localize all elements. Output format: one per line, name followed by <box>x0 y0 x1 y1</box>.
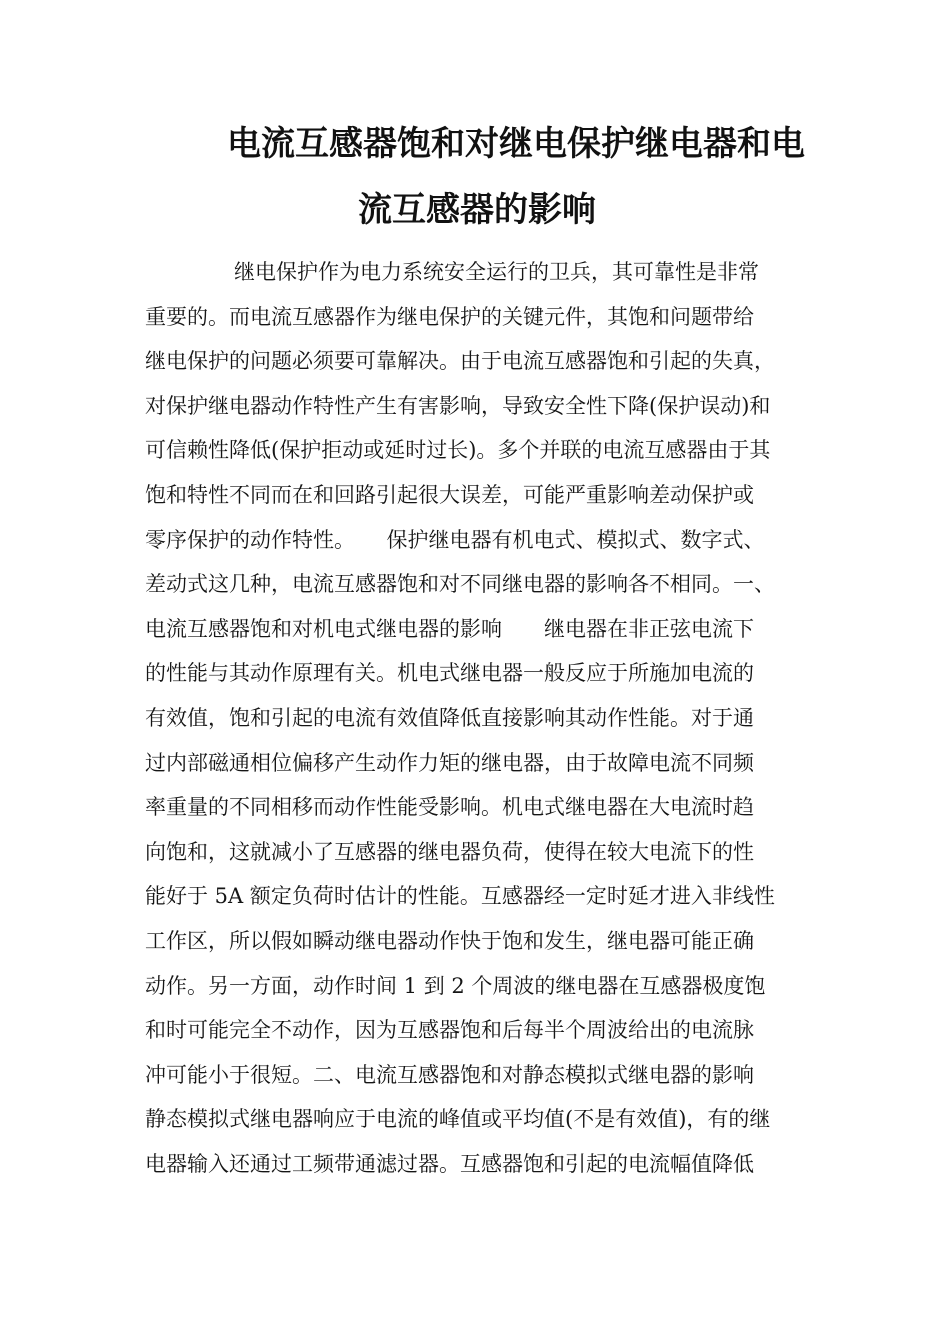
paragraph-line: 冲可能小于很短。二、电流互感器饱和对静态模拟式继电器的影响 <box>145 1063 754 1087</box>
document-title-line-1: 电流互感器饱和对继电保护继电器和电 <box>227 124 805 164</box>
document-title-line-2: 流互感器的影响 <box>358 190 596 230</box>
paragraph-line: 继电保护的问题必须要可靠解决。由于电流互感器饱和引起的失真， <box>145 349 775 373</box>
paragraph-line: 对保护继电器动作特性产生有害影响，导致安全性下降(保护误动)和 <box>145 394 771 418</box>
paragraph-line: 率重量的不同相移而动作性能受影响。机电式继电器在大电流时趋 <box>145 795 754 819</box>
paragraph-line: 零序保护的动作特性。 保护继电器有机电式、模拟式、数字式、 <box>145 528 765 552</box>
paragraph-line: 差动式这几种，电流互感器饱和对不同继电器的影响各不相同。一、 <box>145 572 775 596</box>
paragraph-line: 过内部磁通相位偏移产生动作力矩的继电器，由于故障电流不同频 <box>145 751 754 775</box>
document-body <box>145 257 845 1197</box>
paragraph-line: 和时可能完全不动作，因为互感器饱和后每半个周波给出的电流脉 <box>145 1018 754 1042</box>
paragraph-line: 电器输入还通过工频带通滤过器。互感器饱和引起的电流幅值降低 <box>145 1152 754 1176</box>
paragraph-line: 电流互感器饱和对机电式继电器的影响 继电器在非正弦电流下 <box>145 617 754 641</box>
paragraph-line: 的性能与其动作原理有关。机电式继电器一般反应于所施加电流的 <box>145 661 754 685</box>
paragraph-line: 继电保护作为电力系统安全运行的卫兵，其可靠性是非常 <box>234 260 759 284</box>
paragraph-line: 重要的。而电流互感器作为继电保护的关键元件，其饱和问题带给 <box>145 305 754 329</box>
paragraph-line: 能好于 5A 额定负荷时估计的性能。互感器经一定时延才进入非线性 <box>145 884 775 908</box>
paragraph-line: 可信赖性降低(保护拒动或延时过长)。多个并联的电流互感器由于其 <box>145 438 771 462</box>
paragraph-line: 有效值，饱和引起的电流有效值降低直接影响其动作性能。对于通 <box>145 706 754 730</box>
paragraph-line: 饱和特性不同而在和回路引起很大误差，可能严重影响差动保护或 <box>145 483 754 507</box>
paragraph-line: 向饱和，这就减小了互感器的继电器负荷，使得在较大电流下的性 <box>145 840 754 864</box>
paragraph-line: 工作区，所以假如瞬动继电器动作快于饱和发生，继电器可能正确 <box>145 929 754 953</box>
paragraph-line: 动作。另一方面，动作时间 1 到 2 个周波的继电器在互感器极度饱 <box>145 974 766 998</box>
paragraph-line: 静态模拟式继电器响应于电流的峰值或平均值(不是有效值)，有的继 <box>145 1107 771 1131</box>
